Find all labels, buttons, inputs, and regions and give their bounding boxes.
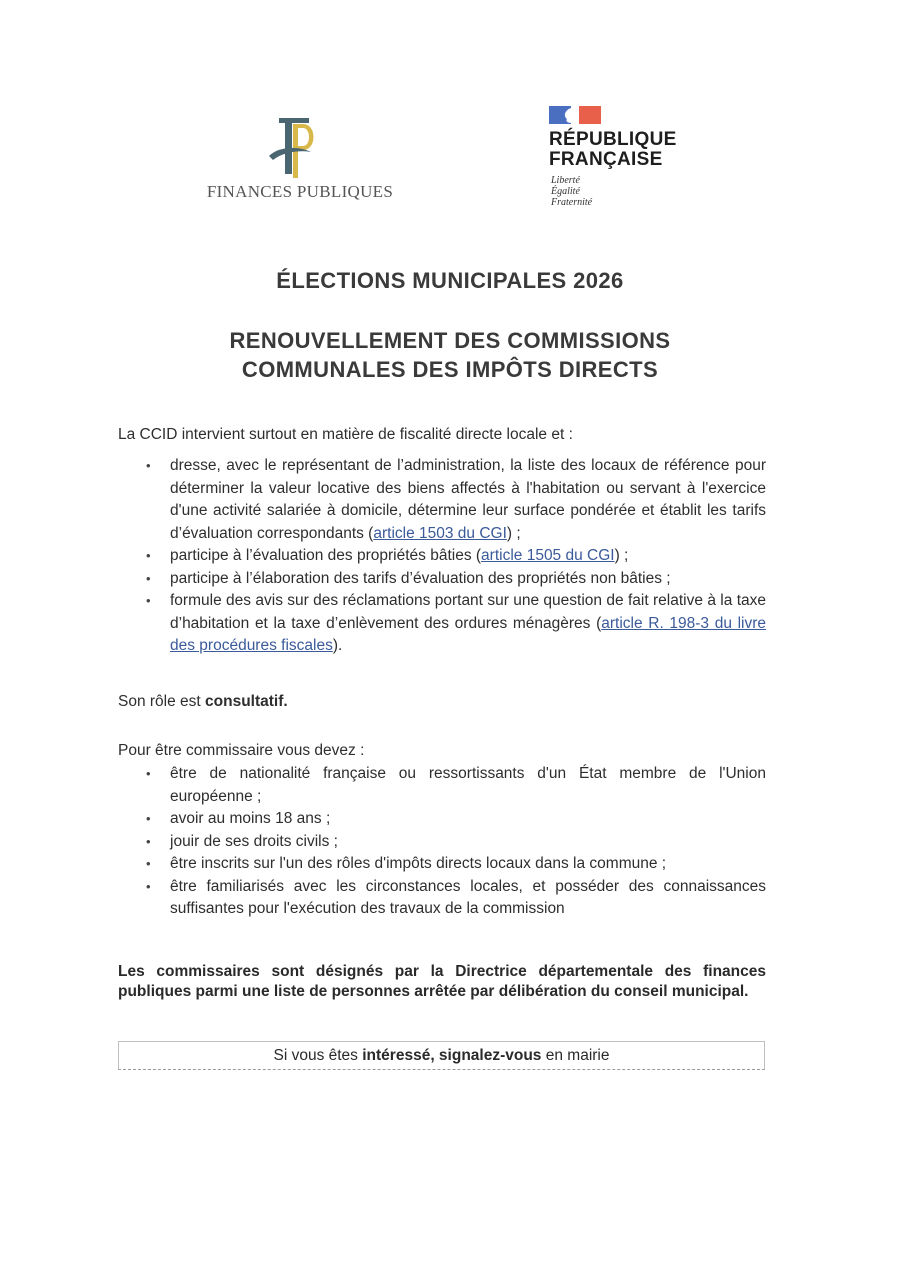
list-item — [118, 590, 766, 658]
mission-suffix: ). — [332, 637, 343, 654]
article-1503-link[interactable]: article 1503 du CGI — [373, 524, 507, 542]
page-title: ÉLECTIONS MUNICIPALES 2026 — [276, 268, 624, 293]
missions-list — [118, 455, 766, 658]
callout-box — [118, 1041, 765, 1070]
mission-text: formule des avis sur des réclamations portant sur une question de fait relative à la taxe d’habitation et la taxe d’enlèvement des ordures ménagères ( — [170, 592, 766, 632]
designation-paragraph: Les commissaires sont désignés par la Directrice départementale des finances publiques parmi une liste de personnes arrêtée par délibération du conseil municipal. — [118, 963, 766, 1000]
requirements-list — [118, 763, 766, 921]
mission-suffix: ) ; — [614, 547, 629, 564]
finances-publiques-logo — [200, 108, 400, 208]
list-item: • être de nationalité française ou ressortissants d'un État membre de l'Union européenne ; — [118, 763, 766, 808]
rf-name-line1: RÉPUBLIQUE — [549, 129, 677, 150]
mission-text: participe à l’élaboration des tarifs d’évaluation des propriétés non bâties ; — [170, 569, 671, 587]
intro-paragraph: La CCID intervient surtout en matière de fiscalité directe locale et : — [118, 426, 573, 443]
article-r198-3-link[interactable]: article R. 198-3 du livre des procédures fiscales — [170, 614, 767, 654]
callout-text-1: Si vous êtes — [273, 1047, 363, 1064]
page-subtitle — [0, 326, 900, 384]
list-item: • être familiarisés avec les circonstances locales, et posséder des connaissances suffisantes pour l'exécution des travaux de la commission — [118, 876, 766, 921]
role-consultatif: consultatif. — [205, 693, 288, 710]
marianne-flag-icon — [549, 106, 601, 124]
list-item: • avoir au moins 18 ans ; — [118, 808, 766, 831]
article-1505-link[interactable]: article 1505 du CGI — [481, 547, 615, 564]
subtitle-line-2: COMMUNALES DES IMPÔTS DIRECTS — [241, 357, 659, 382]
callout-bold: intéressé, signalez-vous — [362, 1047, 542, 1064]
callout-text-2: en mairie — [541, 1047, 610, 1064]
list-item — [118, 568, 766, 591]
motto-egalite: Égalité — [551, 186, 580, 197]
republique-francaise-logo — [549, 106, 709, 226]
list-item — [118, 545, 766, 568]
subtitle-line-1: RENOUVELLEMENT DES COMMISSIONS — [229, 328, 671, 353]
fp-monogram-icon — [265, 112, 321, 182]
role-prefix: Son rôle est — [118, 693, 206, 710]
mission-suffix: ) ; — [506, 524, 521, 542]
republique-francaise-name — [549, 130, 677, 170]
list-item — [118, 455, 766, 545]
republic-motto — [551, 175, 592, 208]
motto-liberte: Liberté — [551, 175, 580, 186]
list-item: • être inscrits sur l'un des rôles d'impôts directs locaux dans la commune ; — [118, 853, 766, 876]
role-statement — [118, 691, 766, 714]
rf-name-line2: FRANÇAISE — [549, 149, 663, 170]
requirements-intro: Pour être commissaire vous devez : — [118, 742, 365, 759]
motto-fraternite: Fraternité — [551, 197, 593, 208]
finances-publiques-text: FINANCES PUBLIQUES — [206, 182, 394, 201]
mission-text: dresse, avec le représentant de l’administration, la liste des locaux de référence pour déterminer la valeur locative des biens affectés à l'habitation ou servant à l'exercice d'une activité salariée à domicile, détermine leur surface pondérée et établit les tarifs d’évaluation correspondants ( — [170, 457, 766, 542]
mission-text: participe à l’évaluation des propriétés bâties ( — [170, 547, 482, 564]
list-item: • jouir de ses droits civils ; — [118, 831, 766, 854]
